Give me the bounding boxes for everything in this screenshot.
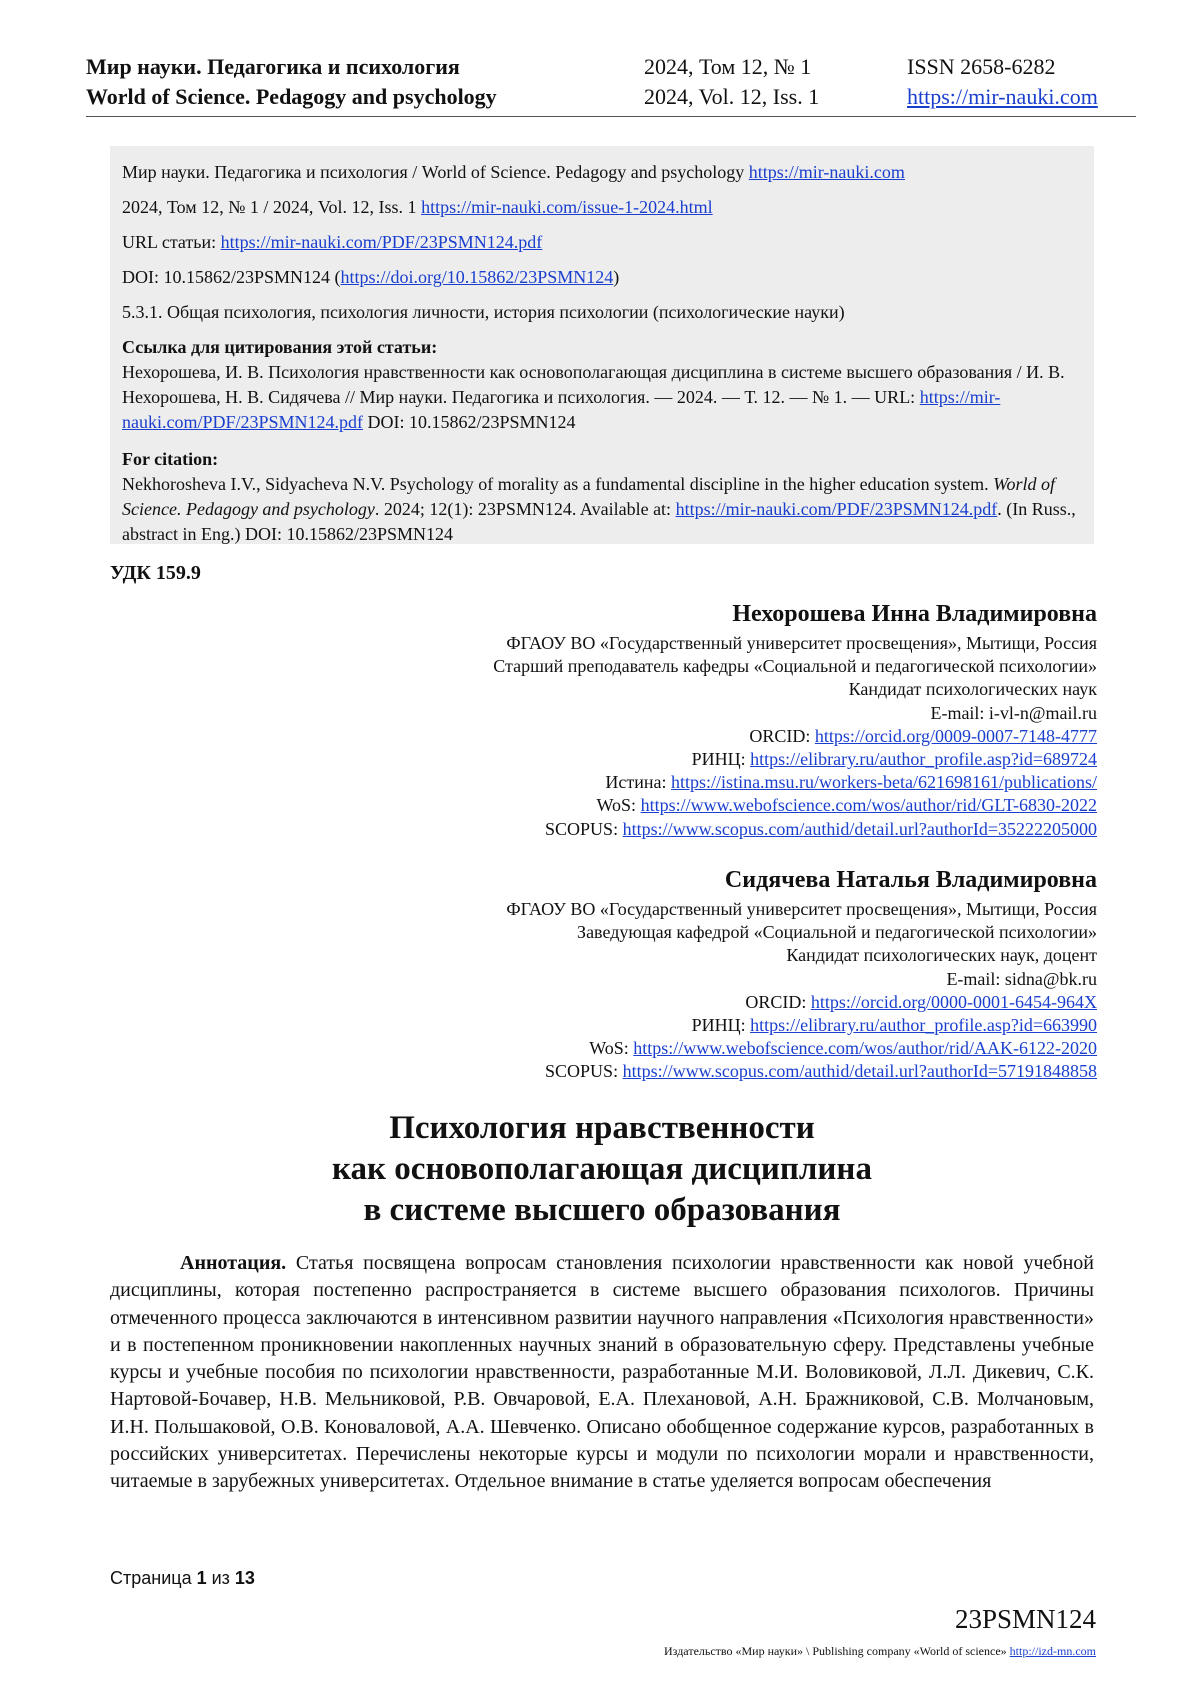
author-rinc — [97, 748, 1097, 771]
article-code: 23PSMN124 — [954, 1604, 1096, 1634]
id-label: ORCID: — [745, 991, 811, 1012]
id-label: Истина: — [605, 772, 672, 793]
issn-block — [907, 52, 1098, 112]
author-istina — [97, 771, 1097, 794]
cite-en-link[interactable]: https://mir-nauki.com/PDF/23PSMN124.pdf — [675, 499, 998, 519]
author-name: Сидячева Наталья Владимировна — [724, 867, 1097, 893]
cite-ru-link[interactable]: https://mir-nauki.com/PDF/23PSMN124.pdf — [122, 387, 1001, 432]
cite-en-body: Nekhorosheva I.V., Sidyacheva N.V. Psychology of morality as a fundamental discipline in the higher education system. — [122, 474, 994, 494]
info-journal-text: Мир науки. Педагогика и психология / World of Science. Pedagogy and psychology — [122, 162, 749, 182]
journal-site-link[interactable]: https://mir-nauki.com — [907, 84, 1098, 109]
author-block-2 — [97, 864, 1097, 1084]
author-scopus — [97, 1060, 1097, 1083]
author-degree: Кандидат психологических наук — [848, 679, 1097, 700]
cite-ru-body: Нехорошева, И. В. Психология нравственности как основополагающая дисциплина в системе высшего образования / И. В. Нехорошева, Н. В. Сидячева // Мир науки. Педагогика и психология. — 2024. — Т. 12. — № 1. — URL: — [122, 362, 1065, 407]
info-specialty: 5.3.1. Общая психология, психология личности, история психологии (психологические науки) — [122, 302, 845, 322]
author-org: ФГАОУ ВО «Государственный университет просвещения», Мытищи, Россия — [506, 899, 1097, 919]
author-position: Заведующая кафедрой «Социальной и педагогической психологии» — [577, 922, 1097, 943]
article-title — [110, 1108, 1094, 1231]
abstract-label: Аннотация. — [180, 1252, 287, 1274]
wos-link[interactable]: https://www.webofscience.com/wos/author/rid/GLT-6830-2022 — [640, 795, 1097, 816]
issue-info — [644, 52, 819, 112]
author-orcid — [97, 725, 1097, 748]
info-issue-text: 2024, Том 12, № 1 / 2024, Vol. 12, Iss. 1 — [122, 197, 422, 217]
journal-name-ru: Мир науки. Педагогика и психология — [86, 54, 460, 79]
title-line: в системе высшего образования — [363, 1192, 841, 1228]
info-article-url-link[interactable]: https://mir-nauki.com/PDF/23PSMN124.pdf — [220, 232, 543, 252]
author-scopus — [97, 818, 1097, 841]
wos-link[interactable]: https://www.webofscience.com/wos/author/rid/AAK-6122-2020 — [633, 1038, 1097, 1059]
journal-name — [86, 52, 497, 112]
issue-en: 2024, Vol. 12, Iss. 1 — [644, 84, 820, 109]
id-label: WoS: — [596, 795, 641, 816]
publisher-line — [664, 1644, 1096, 1659]
info-url-line — [122, 230, 1082, 255]
info-doi-text: DOI: 10.15862/23PSMN124 ( — [122, 267, 341, 287]
orcid-link[interactable]: https://orcid.org/0000-0001-6454-964X — [810, 991, 1097, 1012]
running-header — [86, 52, 1136, 117]
id-label: ORCID: — [749, 725, 815, 746]
author-org: ФГАОУ ВО «Государственный университет просвещения», Мытищи, Россия — [506, 633, 1097, 653]
rinc-link[interactable]: https://elibrary.ru/author_profile.asp?id=663990 — [750, 1015, 1097, 1036]
author-wos — [97, 794, 1097, 817]
info-doi-close: ) — [613, 267, 620, 287]
title-line: как основополагающая дисциплина — [332, 1151, 872, 1187]
istina-link[interactable]: https://istina.msu.ru/workers-beta/621698161/publications/ — [671, 772, 1097, 793]
rinc-link[interactable]: https://elibrary.ru/author_profile.asp?id=689724 — [750, 749, 1097, 770]
udk-code: УДК 159.9 — [110, 562, 201, 584]
info-journal-link[interactable]: https://mir-nauki.com — [748, 162, 905, 182]
author-degree: Кандидат психологических наук, доцент — [786, 945, 1097, 966]
author-wos — [97, 1037, 1097, 1060]
author-rinc — [97, 1014, 1097, 1037]
page-prefix: Страница — [110, 1568, 197, 1588]
cite-en-journal: World of Science. Pedagogy and psychology — [122, 474, 1056, 519]
journal-name-en: World of Science. Pedagogy and psychology — [86, 84, 497, 109]
info-url-label: URL статьи: — [122, 232, 221, 252]
cite-en-tail: . (In Russ., abstract in Eng.) DOI: 10.15862/23PSMN124 — [122, 499, 1076, 544]
cite-ru-text — [122, 360, 1082, 435]
id-label: SCOPUS: — [545, 818, 623, 839]
info-issue-link[interactable]: https://mir-nauki.com/issue-1-2024.html — [421, 197, 713, 217]
author-position: Старший преподаватель кафедры «Социальной и педагогической психологии» — [493, 656, 1097, 677]
author-email: E-mail: sidna@bk.ru — [946, 968, 1097, 989]
issue-ru: 2024, Том 12, № 1 — [644, 54, 812, 79]
author-block-1 — [97, 598, 1097, 841]
cite-en-text — [122, 472, 1082, 547]
author-email: E-mail: i-vl-n@mail.ru — [930, 702, 1097, 723]
author-name: Нехорошева Инна Владимировна — [732, 601, 1097, 627]
title-line: Психология нравственности — [389, 1110, 815, 1146]
info-doi-link[interactable]: https://doi.org/10.15862/23PSMN124 — [340, 267, 614, 287]
issn: ISSN 2658-6282 — [907, 54, 1056, 79]
cite-ru-label: Ссылка для цитирования этой статьи: — [122, 337, 438, 357]
abstract — [110, 1250, 1094, 1496]
id-label: WoS: — [589, 1038, 634, 1059]
author-orcid — [97, 991, 1097, 1014]
publisher-text: Издательство «Мир науки» \ Publishing company «World of science» — [664, 1644, 1010, 1658]
page-total: 13 — [234, 1568, 255, 1588]
info-issue-line — [122, 195, 1082, 220]
info-doi-line — [122, 265, 1082, 290]
abstract-text: Статья посвящена вопросам становления психологии нравственности как новой учебной дисциплины, которая постепенно распространяется в системе высшего образования психологов. Причины отмеченного процесса заключаются в интенсивном развитии научного направления «Психология нравственности» и в постепенном проникновении накопленных научных знаний в образовательную сферу. Представлены учебные курсы и учебные пособия по психологии нравственности, разработанные М.И. Воловиковой, Л.Л. Дикевич, С.К. Нартовой-Бочавер, Н.В. Мельниковой, Р.В. Овчаровой, Е.А. Плехановой, А.Н. Бражниковой, С.В. Молчановым, И.Н. Польшаковой, О.В. Коноваловой, А.А. Шевченко. Описано обобщенное содержание курсов, разработанных в российских университетах. Перечислены некоторые курсы и модули по психологии морали и нравственности, читаемые в зарубежных университетах. Отдельное внимание в статье уделяется вопросам обеспечения — [110, 1252, 1094, 1493]
cite-en-body2: . 2024; 12(1): 23PSMN124. Available at: — [374, 499, 676, 519]
id-label: РИНЦ: — [691, 749, 751, 770]
page-mid: из — [206, 1568, 235, 1588]
id-label: SCOPUS: — [545, 1061, 623, 1082]
id-label: РИНЦ: — [691, 1015, 751, 1036]
scopus-link[interactable]: https://www.scopus.com/authid/detail.url?authorId=35222205000 — [622, 818, 1097, 839]
cite-ru-doi: DOI: 10.15862/23PSMN124 — [363, 412, 576, 432]
cite-en-label: For citation: — [122, 449, 219, 469]
orcid-link[interactable]: https://orcid.org/0009-0007-7148-4777 — [814, 725, 1097, 746]
info-journal-line — [122, 160, 1082, 185]
page-number: 1 — [196, 1568, 207, 1588]
article-info-box — [110, 146, 1094, 544]
scopus-link[interactable]: https://www.scopus.com/authid/detail.url?authorId=57191848858 — [622, 1061, 1097, 1082]
page-counter — [110, 1568, 255, 1589]
publisher-link[interactable]: http://izd-mn.com — [1009, 1644, 1096, 1658]
